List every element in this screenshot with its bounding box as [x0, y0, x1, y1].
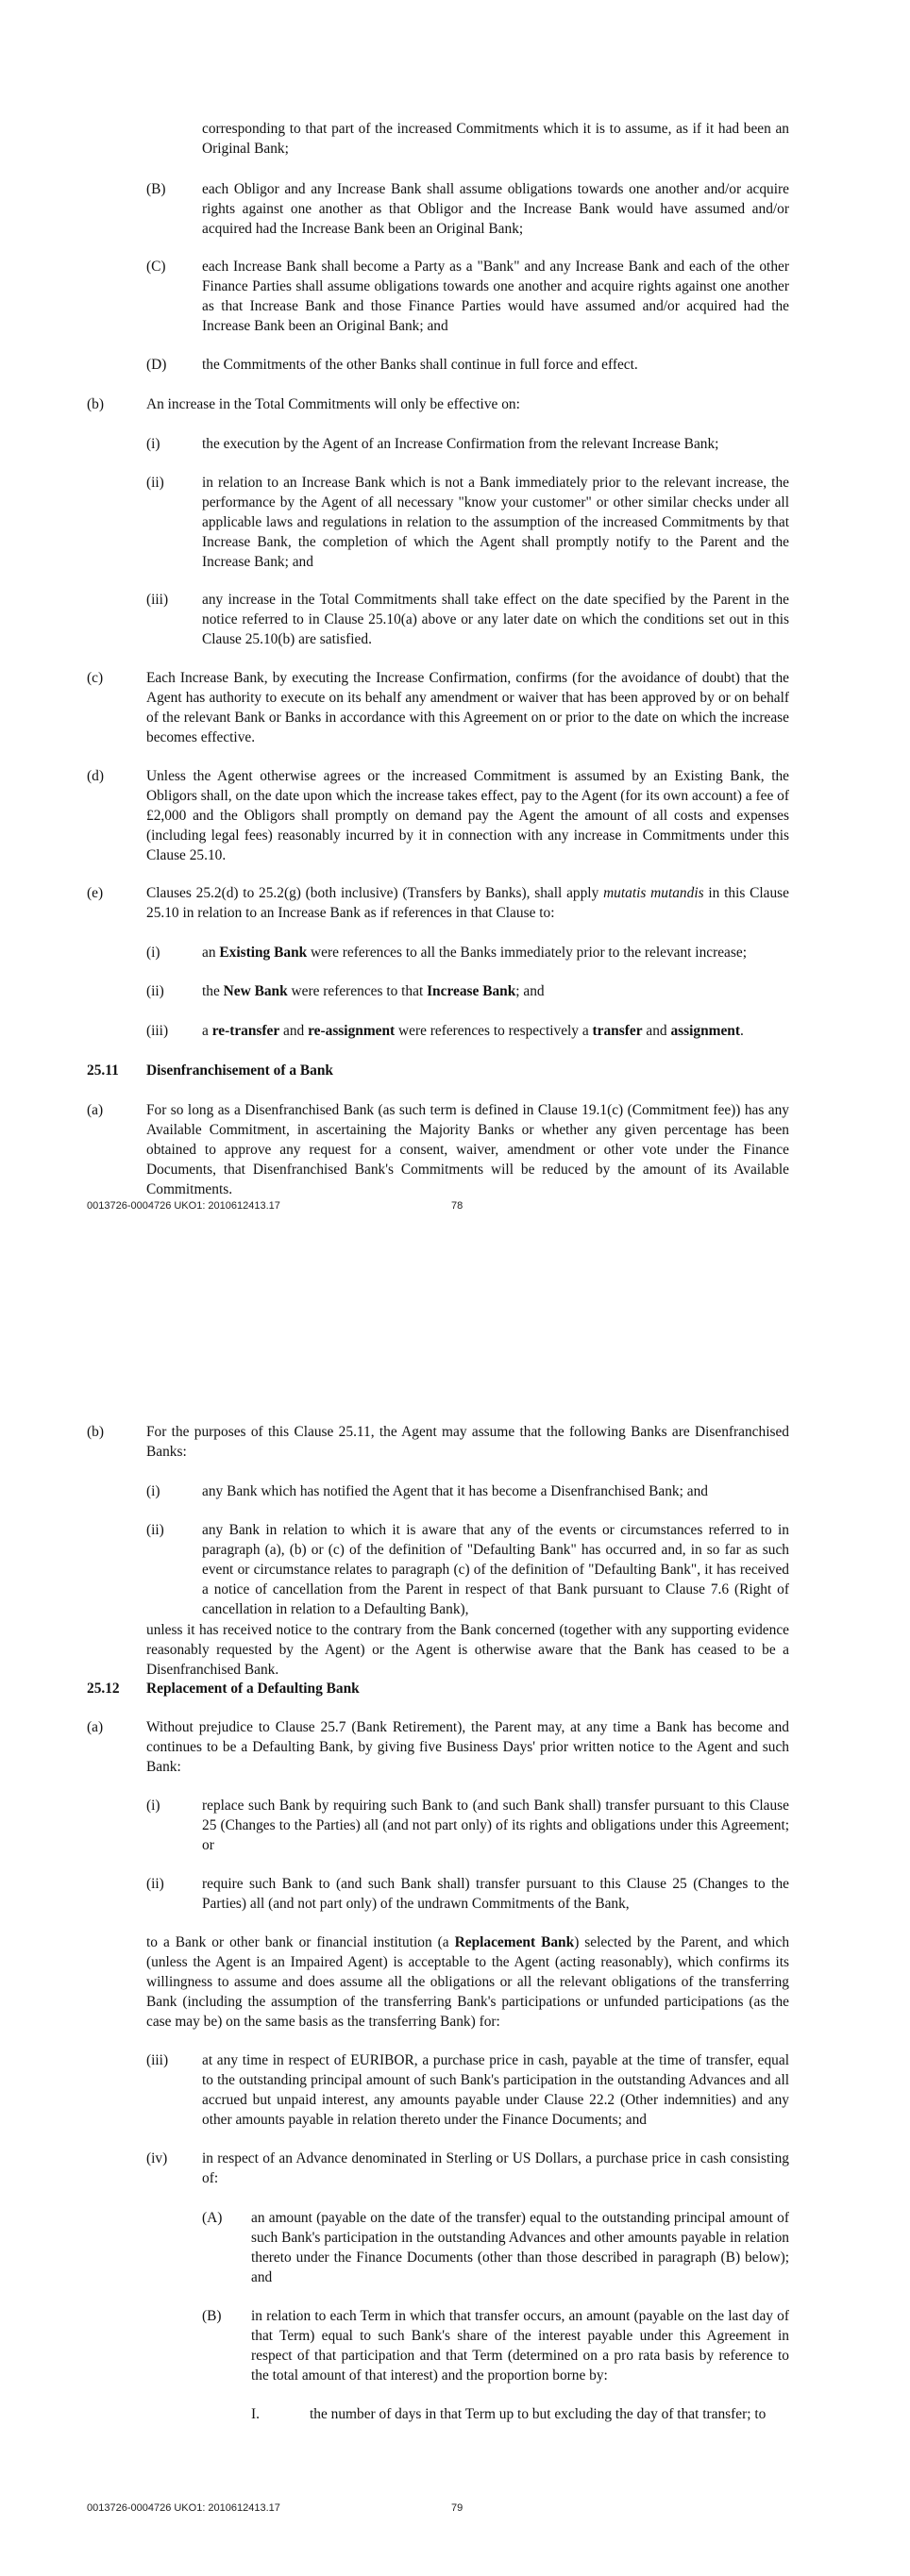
item-label: (iii): [146, 592, 169, 608]
section-number: 25.11: [87, 1062, 119, 1079]
item-text: require such Bank to (and such Bank shall) transfer pursuant to this Clause 25 (Changes to the Parties) all (and not part only) of the undrawn Commitments of the Bank,: [202, 1876, 789, 1912]
page-number: 78: [451, 1200, 463, 1212]
continuation-text: to a Bank or other bank or financial institution (a Replacement Bank) selected by the Parent, and which (unless the Agent is an Impaired Agent) is acceptable to the Agent (acting reasonably), which confirms its willingness to assume and does assume all the obligations or all the relevant obligations of the transferring Bank (including the assumption of the transferring Bank's participations or unfunded participations (as the case may be) on the same basis as the transferring Bank) for:: [146, 1934, 790, 2030]
section-number: 25.12: [87, 1681, 120, 1697]
item-text: a re-transfer and re-assignment were references to respectively a transfer and assignment.: [202, 1023, 744, 1039]
item-text: any increase in the Total Commitments shall take effect on the date specified by the Parent in the notice referred to in Clause 25.10(a) above or any later date on which the conditions set out in this Clause 25.10(b) are satisfied.: [202, 592, 789, 647]
continued-paragraph: corresponding to that part of the increased Commitments which it is to assume, as if it had been an Original Bank;: [202, 121, 789, 157]
item-text: the New Bank were references to that Increase Bank; and: [202, 983, 545, 999]
paragraph-label: (a): [87, 1102, 104, 1118]
item-label: (D): [146, 357, 167, 373]
item-label: (ii): [146, 475, 164, 491]
section-heading: Replacement of a Defaulting Bank: [146, 1681, 360, 1697]
item-label: (i): [146, 1483, 160, 1499]
paragraph-text: Unless the Agent otherwise agrees or the increased Commitment is assumed by an Existing Bank, the Obligors shall, on the date upon which the increase takes effect, pay to the Agent (for its own account) a fee of £2,000 and the Obligors shall promptly on demand pay the Agent the amount of all costs and expenses (including legal fees) reasonably incurred by it in connection with any increase in Commitments under this Clause 25.10.: [146, 768, 789, 863]
item-label: (A): [202, 2210, 223, 2226]
paragraph-label: (b): [87, 1424, 104, 1440]
footer-reference: 0013726-0004726 UKO1: 2010612413.17: [87, 2502, 280, 2514]
continuation-text: unless it has received notice to the contrary from the Bank concerned (together with any supporting evidence reasonably requested by the Agent) or the Agent is otherwise aware that the Bank has ceased to be a Disenfranchised Bank.: [146, 1622, 789, 1678]
paragraph-text: An increase in the Total Commitments will only be effective on:: [146, 396, 520, 412]
item-text: at any time in respect of EURIBOR, a purchase price in cash, payable at the time of transfer, equal to the outstanding principal amount of such Bank's participation in the outstanding Advances and all accrued but unpaid interest, any amounts payable under Clause 22.2 (Other indemnities) and any other amounts payable in relation thereto under the Finance Documents; and: [202, 2052, 789, 2128]
item-label: (ii): [146, 983, 164, 999]
paragraph-text: For the purposes of this Clause 25.11, the Agent may assume that the following Banks are Disenfranchised Banks:: [146, 1424, 789, 1460]
item-text: the number of days in that Term up to but excluding the day of that transfer; to: [310, 2406, 767, 2422]
paragraph-label: (a): [87, 1719, 104, 1735]
item-label: (iii): [146, 1023, 169, 1039]
item-label: (ii): [146, 1522, 164, 1538]
item-label: (C): [146, 259, 166, 275]
item-label: I.: [251, 2406, 260, 2422]
section-heading: Disenfranchisement of a Bank: [146, 1062, 333, 1079]
paragraph-text: Each Increase Bank, by executing the Increase Confirmation, confirms (for the avoidance of doubt) that the Agent has authority to execute on its behalf any amendment or waiver that has been approved by or on behalf of the relevant Bank or Banks in accordance with this Agreement on or prior to the date on which the increase becomes effective.: [146, 670, 789, 745]
item-label: (i): [146, 436, 160, 452]
footer-reference: 0013726-0004726 UKO1: 2010612413.17: [87, 1200, 280, 1212]
item-label: (iv): [146, 2150, 168, 2166]
item-label: (ii): [146, 1876, 164, 1892]
item-text: the execution by the Agent of an Increase Confirmation from the relevant Increase Bank;: [202, 436, 719, 452]
item-label: (i): [146, 1798, 160, 1814]
paragraph-label: (e): [87, 885, 104, 901]
item-text: an amount (payable on the date of the transfer) equal to the outstanding principal amount of such Bank's participation in the outstanding Advances and other amounts payable in relation thereto under the Finance Documents (other than those described in paragraph (B) below); and: [251, 2210, 789, 2285]
paragraph-label: (d): [87, 768, 104, 784]
item-text: any Bank which has notified the Agent that it has become a Disenfranchised Bank; and: [202, 1483, 708, 1499]
item-text: the Commitments of the other Banks shall continue in full force and effect.: [202, 357, 638, 373]
item-label: (i): [146, 945, 160, 961]
paragraph-label: (b): [87, 396, 104, 412]
paragraph-text: For so long as a Disenfranchised Bank (as such term is defined in Clause 19.1(c) (Commitment fee)) has any Available Commitment, in ascertaining the Majority Banks or whether any given percentage has been obtained to approve any request for a consent, waiver, amendment or other vote under the Finance Documents, that Disenfranchised Bank's Commitments will be reduced by the amount of its Available Commitments.: [146, 1102, 789, 1197]
paragraph-label: (c): [87, 670, 104, 686]
item-text: each Obligor and any Increase Bank shall assume obligations towards one another and/or acquire rights against one another as that Obligor and the Increase Bank would have assumed and/or acquired had the Increase Bank been an Original Bank;: [202, 181, 789, 237]
item-text: in relation to each Term in which that transfer occurs, an amount (payable on the last day of that Term) equal to such Bank's share of the interest payable under this Agreement in respect of that participation and that Term (determined on a pro rata basis by reference to the total amount of that interest) and the proportion borne by:: [251, 2308, 789, 2384]
paragraph-text: Without prejudice to Clause 25.7 (Bank Retirement), the Parent may, at any time a Bank has become and continues to be a Defaulting Bank, by giving five Business Days' prior written notice to the Agent and such Bank:: [146, 1719, 789, 1775]
item-text: in respect of an Advance denominated in Sterling or US Dollars, a purchase price in cash consisting of:: [202, 2150, 789, 2186]
item-text: in relation to an Increase Bank which is not a Bank immediately prior to the relevant increase, the performance by the Agent of all necessary "know your customer" or other similar checks under all applicable laws and regulations in relation to the assumption of the increased Commitments by that Increase Bank, the completion of which the Agent shall promptly notify to the Parent and the Increase Bank; and: [202, 475, 789, 570]
page-79: [0, 1288, 910, 2576]
item-text: replace such Bank by requiring such Bank to (and such Bank shall) transfer pursuant to this Clause 25 (Changes to the Parties) all (and not part only) of its rights and obligations under this Agreement; or: [202, 1798, 789, 1853]
item-label: (iii): [146, 2052, 169, 2068]
item-text: each Increase Bank shall become a Party as a "Bank" and any Increase Bank and each of the other Finance Parties shall assume obligations towards one another and acquire rights against one another as that Increase Bank and those Finance Parties would have assumed and/or acquired had the Increase Bank been an Original Bank; and: [202, 259, 789, 334]
paragraph-text: Clauses 25.2(d) to 25.2(g) (both inclusive) (Transfers by Banks), shall apply mutatis mutandis in this Clause 25.10 in relation to an Increase Bank as if references in that Clause to:: [146, 885, 789, 921]
item-label: (B): [146, 181, 166, 197]
item-label: (B): [202, 2308, 222, 2324]
item-text: an Existing Bank were references to all the Banks immediately prior to the relevant increase;: [202, 945, 747, 961]
item-text: any Bank in relation to which it is aware that any of the events or circumstances referred to in paragraph (a), (b) or (c) of the definition of "Defaulting Bank" has occurred and, in so far as such event or circumstance relates to paragraph (c) of the definition of "Defaulting Bank", it has received a notice of cancellation from the Parent in respect of that Bank pursuant to Clause 7.6 (Right of cancellation in relation to a Defaulting Bank),: [202, 1522, 789, 1617]
page-number: 79: [451, 2502, 463, 2514]
